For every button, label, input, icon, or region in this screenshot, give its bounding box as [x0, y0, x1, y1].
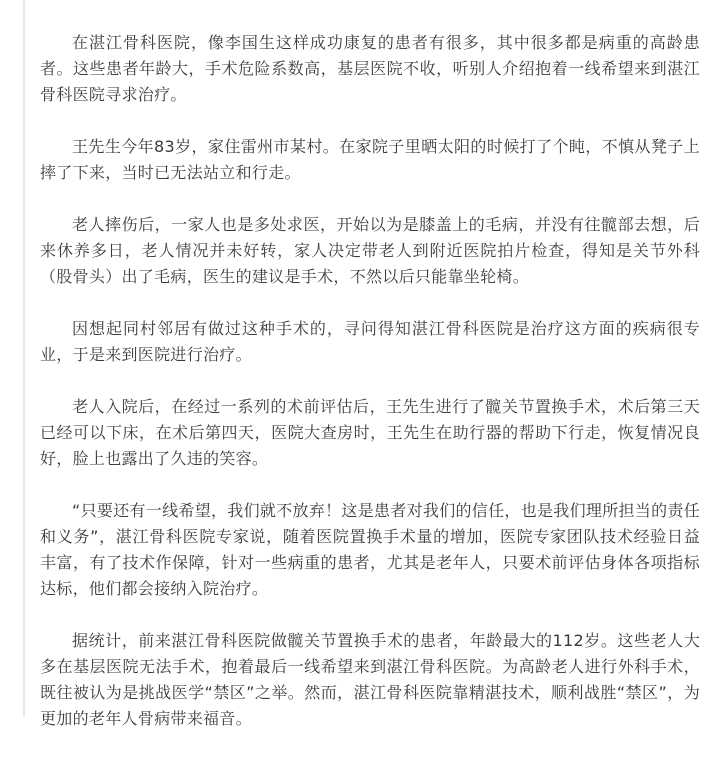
- paragraph-injury: 老人摔伤后，一家人也是多处求医，开始以为是膝盖上的毛病，并没有往髋部去想，后来休养多日，老人情况并未好转，家人决定带老人到附近医院拍片检查，得知是关节外科（股骨头）出了毛病，医生的建议是手术，不然以后只能靠坐轮椅。: [40, 215, 700, 286]
- paragraph-surgery: 老人入院后，在经过一系列的术前评估后，王先生进行了髋关节置换手术，术后第三天已经可以下床，在术后第四天，医院大查房时，王先生在助行器的帮助下行走，恢复情况良好，脸上也露出了久违的笑容。: [40, 397, 700, 468]
- paragraph-referral: 因想起同村邻居有做过这种手术的，寻问得知湛江骨科医院是治疗这方面的疾病很专业，于是来到医院进行治疗。: [40, 319, 700, 364]
- paragraph-intro: 在湛江骨科医院，像李国生这样成功康复的患者有很多，其中很多都是病重的高龄患者。这些患者年龄大，手术危险系数高，基层医院不收，听别人介绍抱着一线希望来到湛江骨科医院寻求治疗。: [40, 33, 700, 104]
- paragraph-quote: “只要还有一线希望，我们就不放弃！这是患者对我们的信任，也是我们理所担当的责任和义务”，湛江骨科医院专家说，随着医院置换手术量的增加，医院专家团队技术经验日益丰富，有了技术作保障，针对一些病重的患者，尤其是老年人，只要术前评估身体各项指标达标，他们都会接纳入院治疗。: [40, 501, 700, 598]
- article-body: [40, 30, 700, 758]
- left-divider-line: [23, 0, 25, 717]
- paragraph-patient-wang: 王先生今年83岁，家住雷州市某村。在家院子里晒太阳的时候打了个盹，不慎从凳子上摔了下来，当时已无法站立和行走。: [40, 137, 700, 182]
- paragraph-statistics: 据统计，前来湛江骨科医院做髋关节置换手术的患者，年龄最大的112岁。这些老人大多在基层医院无法手术，抱着最后一线希望来到湛江骨科医院。为高龄老人进行外科手术，既往被认为是挑战医学“禁区”之举。然而，湛江骨科医院靠精湛技术，顺利战胜“禁区”，为更加的老年人骨病带来福音。: [40, 631, 700, 728]
